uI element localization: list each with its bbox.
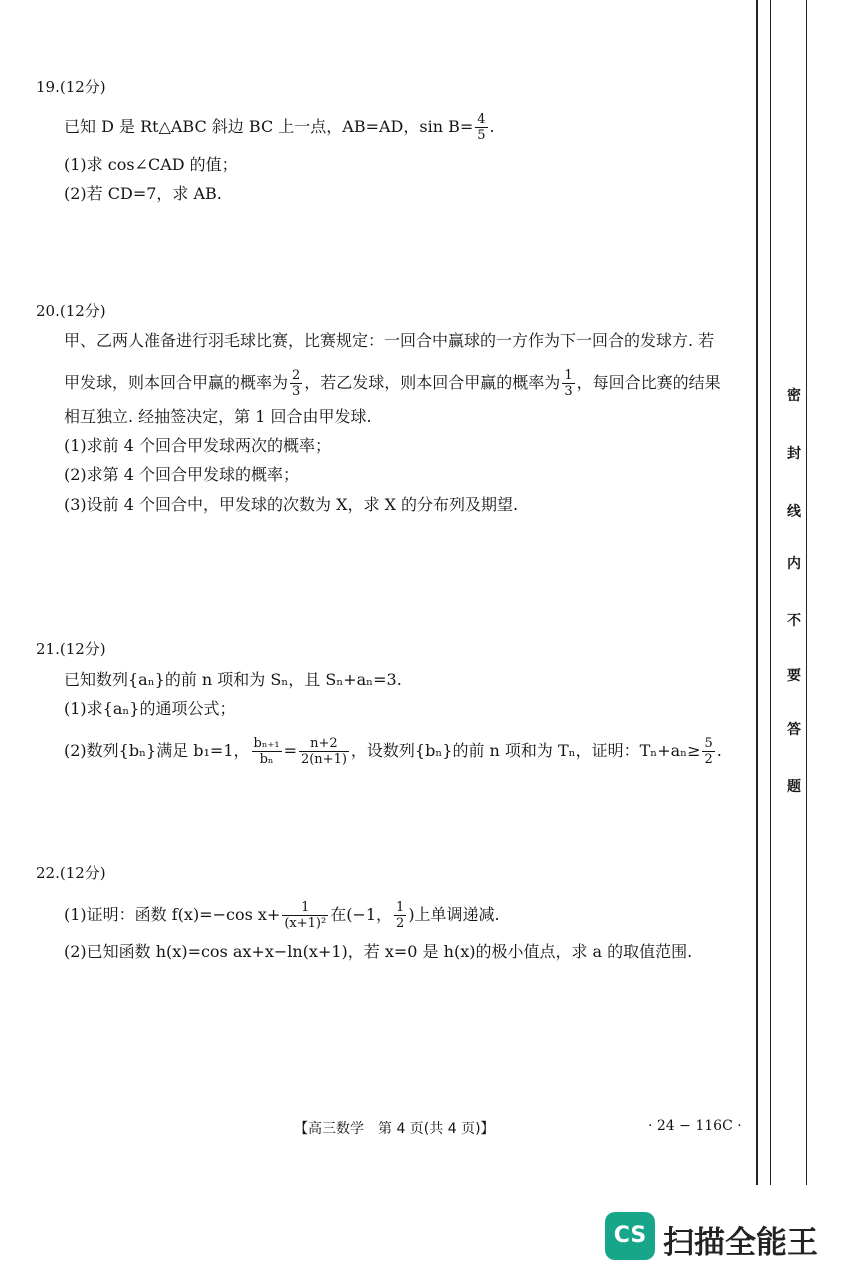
q20-part1: (1)求前 4 个回合甲发球两次的概率； — [64, 436, 332, 455]
q20-part3: (3)设前 4 个回合中，甲发球的次数为 X，求 X 的分布列及期望. — [64, 495, 519, 514]
q22-fraction-f — [282, 900, 328, 931]
q22-g-den: 2 — [396, 916, 405, 931]
q21-fraction-ratio — [252, 736, 282, 767]
seal-char-1: 密 — [787, 388, 801, 404]
q21-fa-num: bₙ₊₁ — [253, 736, 280, 751]
page-footer: 【高三数学 第 4 页(共 4 页)】 — [294, 1121, 495, 1137]
seal-char-2: 封 — [787, 446, 801, 462]
binding-border-left — [756, 0, 758, 1185]
q19-part1: (1)求 cos∠CAD 的值； — [64, 155, 238, 174]
q20-frac2-num: 1 — [564, 368, 573, 383]
binding-border-inner — [770, 0, 771, 1185]
q20-line2-c: ，每回合比赛的结果 — [576, 373, 721, 392]
q20-fraction-1 — [290, 368, 302, 399]
q21-fc-num: 5 — [704, 736, 713, 751]
seal-char-3: 线 — [787, 504, 801, 520]
q20-line2-b: ，若乙发球，则本回合甲赢的概率为 — [304, 373, 561, 392]
q21-fa-den: bₙ — [259, 752, 274, 767]
seal-char-6: 要 — [787, 668, 801, 684]
q21-part1: (1)求{aₙ}的通项公式； — [64, 699, 236, 718]
q21-fb-den: 2(n+1) — [300, 752, 347, 767]
q19-part2: (2)若 CD=7，求 AB. — [64, 184, 222, 203]
q22-part1 — [64, 900, 500, 931]
q20-fraction-2 — [562, 368, 574, 399]
q22-f-den: (x+1)² — [284, 916, 327, 931]
q21-fraction-rhs — [299, 736, 349, 767]
q22-f-num: 1 — [282, 900, 328, 916]
q21-fc-den: 2 — [704, 752, 713, 767]
q21-part2 — [64, 736, 722, 767]
q19-header: 19.(12分) — [36, 78, 106, 96]
camscanner-logo-icon: CS — [605, 1212, 655, 1260]
q19-frac-den: 5 — [477, 128, 486, 143]
q19-stem-end: . — [489, 117, 495, 136]
q20-frac1-den: 3 — [292, 384, 301, 399]
q20-line2 — [64, 368, 721, 399]
q19-stem-text: 已知 D 是 Rt△ABC 斜边 BC 上一点，AB=AD，sin B= — [64, 117, 474, 136]
q21-equals: = — [283, 741, 297, 760]
q20-frac1-num: 2 — [292, 368, 301, 383]
paper-code: · 24 − 116C · — [648, 1118, 742, 1134]
q19-stem — [64, 112, 495, 143]
seal-char-7: 答 — [787, 722, 801, 738]
q20-part2: (2)求第 4 个回合甲发球的概率； — [64, 465, 300, 484]
q20-frac2-den: 3 — [564, 384, 573, 399]
seal-char-5: 不 — [787, 613, 801, 629]
q20-line1: 甲、乙两人准备进行羽毛球比赛，比赛规定：一回合中赢球的一方作为下一回合的发球方. 若 — [64, 331, 715, 350]
q21-part2-b: ，设数列{bₙ}的前 n 项和为 Tₙ，证明：Tₙ+aₙ≥ — [350, 741, 701, 760]
q20-line2-a: 甲发球，则本回合甲赢的概率为 — [64, 373, 289, 392]
q19-fraction — [475, 112, 487, 143]
q22-g-num: 1 — [396, 900, 405, 915]
q22-header: 22.(12分) — [36, 864, 106, 882]
q22-part1-c: )上单调递减. — [408, 905, 500, 924]
q22-part1-a: (1)证明：函数 f(x)=−cos x+ — [64, 905, 281, 924]
q21-part2-a: (2)数列{bₙ}满足 b₁=1， — [64, 741, 250, 760]
q19-frac-num: 4 — [477, 112, 486, 127]
q21-header: 21.(12分) — [36, 640, 106, 658]
q21-part2-end: . — [716, 741, 722, 760]
seal-char-4: 内 — [787, 556, 801, 572]
q20-header: 20.(12分) — [36, 302, 106, 320]
q22-part2: (2)已知函数 h(x)=cos ax+x−ln(x+1)，若 x=0 是 h(x)的极小值点，求 a 的取值范围. — [64, 942, 693, 961]
q21-fb-num: n+2 — [299, 736, 349, 752]
q22-part1-b: 在(−1， — [330, 905, 393, 924]
camscanner-watermark-text: 扫描全能王 — [663, 1225, 818, 1261]
q20-line3: 相互独立. 经抽签决定，第 1 回合由甲发球. — [64, 407, 372, 426]
binding-border-right — [806, 0, 807, 1185]
seal-char-8: 题 — [787, 779, 801, 795]
q21-fraction-bound — [702, 736, 714, 767]
q22-fraction-interval — [394, 900, 406, 931]
q21-stem: 已知数列{aₙ}的前 n 项和为 Sₙ，且 Sₙ+aₙ=3. — [64, 670, 402, 689]
